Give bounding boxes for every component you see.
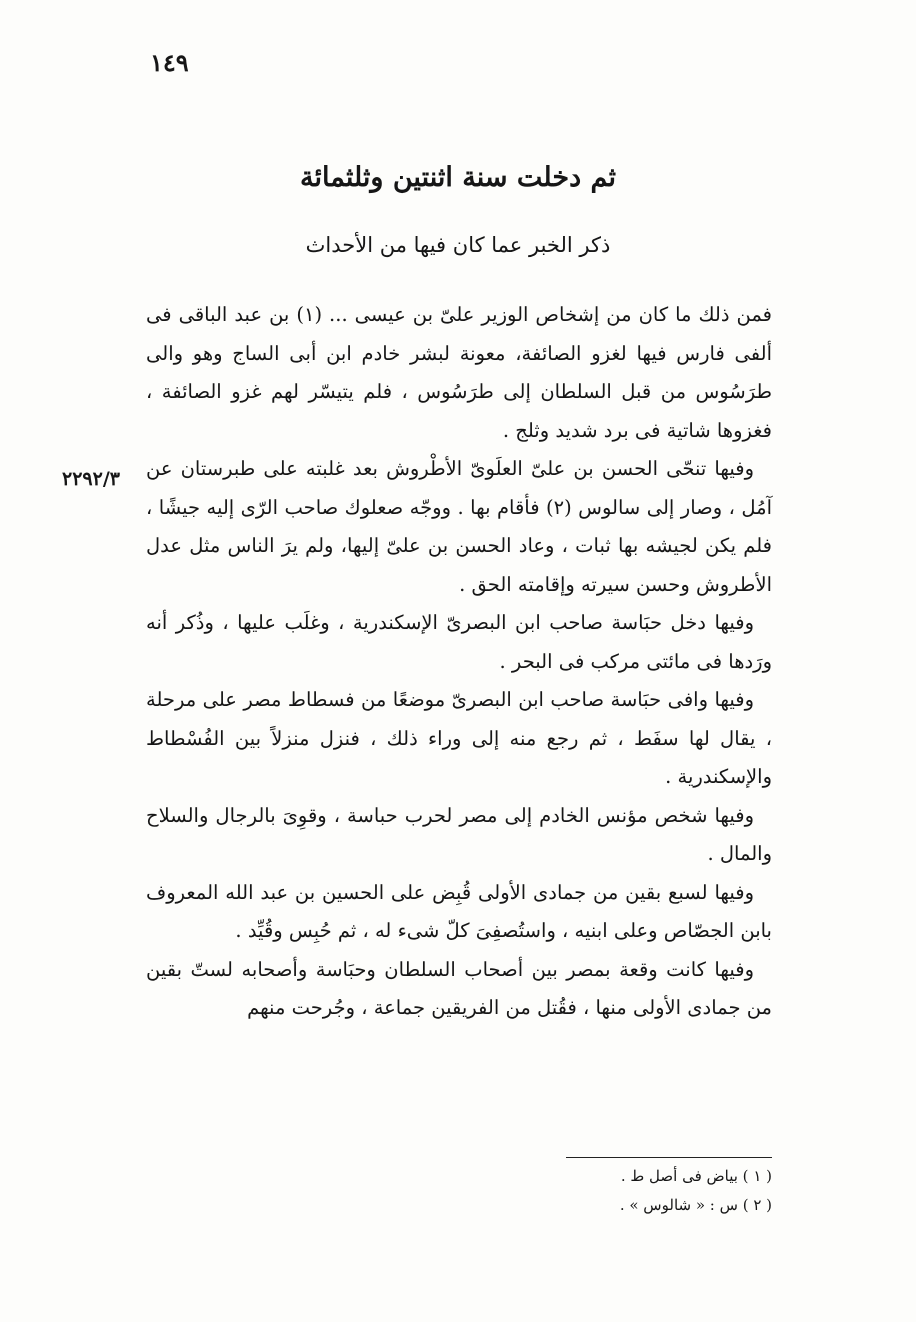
footnote-divider [566, 1157, 772, 1158]
body-text [146, 296, 772, 1028]
page-number: ١٤٩ [150, 48, 189, 77]
paragraph: وفيها كانت وقعة بمصر بين أصحاب السلطان وحبَاسة وأصحابه لستّ بقين من جمادى الأولى منها ، فقُتل من الفريقين جماعة ، وجُرحت منهم [146, 957, 772, 1019]
section-subheading: ذكر الخبر عما كان فيها من الأحداث [305, 233, 611, 257]
footnotes [420, 1162, 772, 1220]
paragraph: وفيها وافى حبَاسة صاحب ابن البصرىّ موضعًا من فسطاط مصر على مرحلة ، يقال لها سفَط ، ثم رجع منه إلى وراء ذلك ، فنزل منزلاً بين الفُسْطاط والإسكندرية . [146, 688, 772, 788]
paragraph: وفيها دخل حبَاسة صاحب ابن البصرىّ الإسكندرية ، وغلَب عليها ، وذُكر أنه ورَدها فى مائتى مركب فى البحر . [146, 611, 772, 673]
paragraph: وفيها لسبع بقين من جمادى الأولى قُبِض على الحسين بن عبد الله المعروف بابن الجصّاص وعلى ابنيه ، واستُصفِىَ كلّ شىء له ، ثم حُبِس وقُيِّد . [146, 880, 772, 942]
paragraph: فمن ذلك ما كان من إشخاص الوزير علىّ بن عيسى ... (١) بن عبد الباقى فى ألفى فارس فيها لغزو الصائفة، معونة لبشر خادم ابن أبى الساج وهو والى طرَسُوس من قبل السلطان إلى طرَسُوس ، فلم يتيسّر لهم غزو الصائفة ، فغزوها شاتية فى برد شديد وثلج . [146, 303, 772, 442]
footnote: ( ٢ ) س : « شالوس » . [619, 1196, 772, 1214]
chapter-heading: ثم دخلت سنة اثنتين وثلثمائة [300, 162, 616, 193]
paragraph: وفيها شخص مؤنس الخادم إلى مصر لحرب حباسة ، وقوِىَ بالرجال والسلاح والمال . [146, 803, 772, 865]
margin-reference: ٢٢٩٢/٣ [62, 468, 120, 490]
footnote: ( ١ ) بياض فى أصل ط . [620, 1167, 772, 1185]
paragraph: وفيها تنحّى الحسن بن علىّ العلَوىّ الأطْروش بعد غلبته على طبرستان عن آمُل ، وصار إلى سالوس (٢) فأقام بها . ووجّه صعلوك صاحب الرّى إليه جيشًا ، فلم يكن لجيشه بها ثبات ، وعاد الحسن بن علىّ إليها، ولم يرَ الناس مثل عدل الأطروش وحسن سيرته وإقامته الحق . [146, 457, 772, 596]
